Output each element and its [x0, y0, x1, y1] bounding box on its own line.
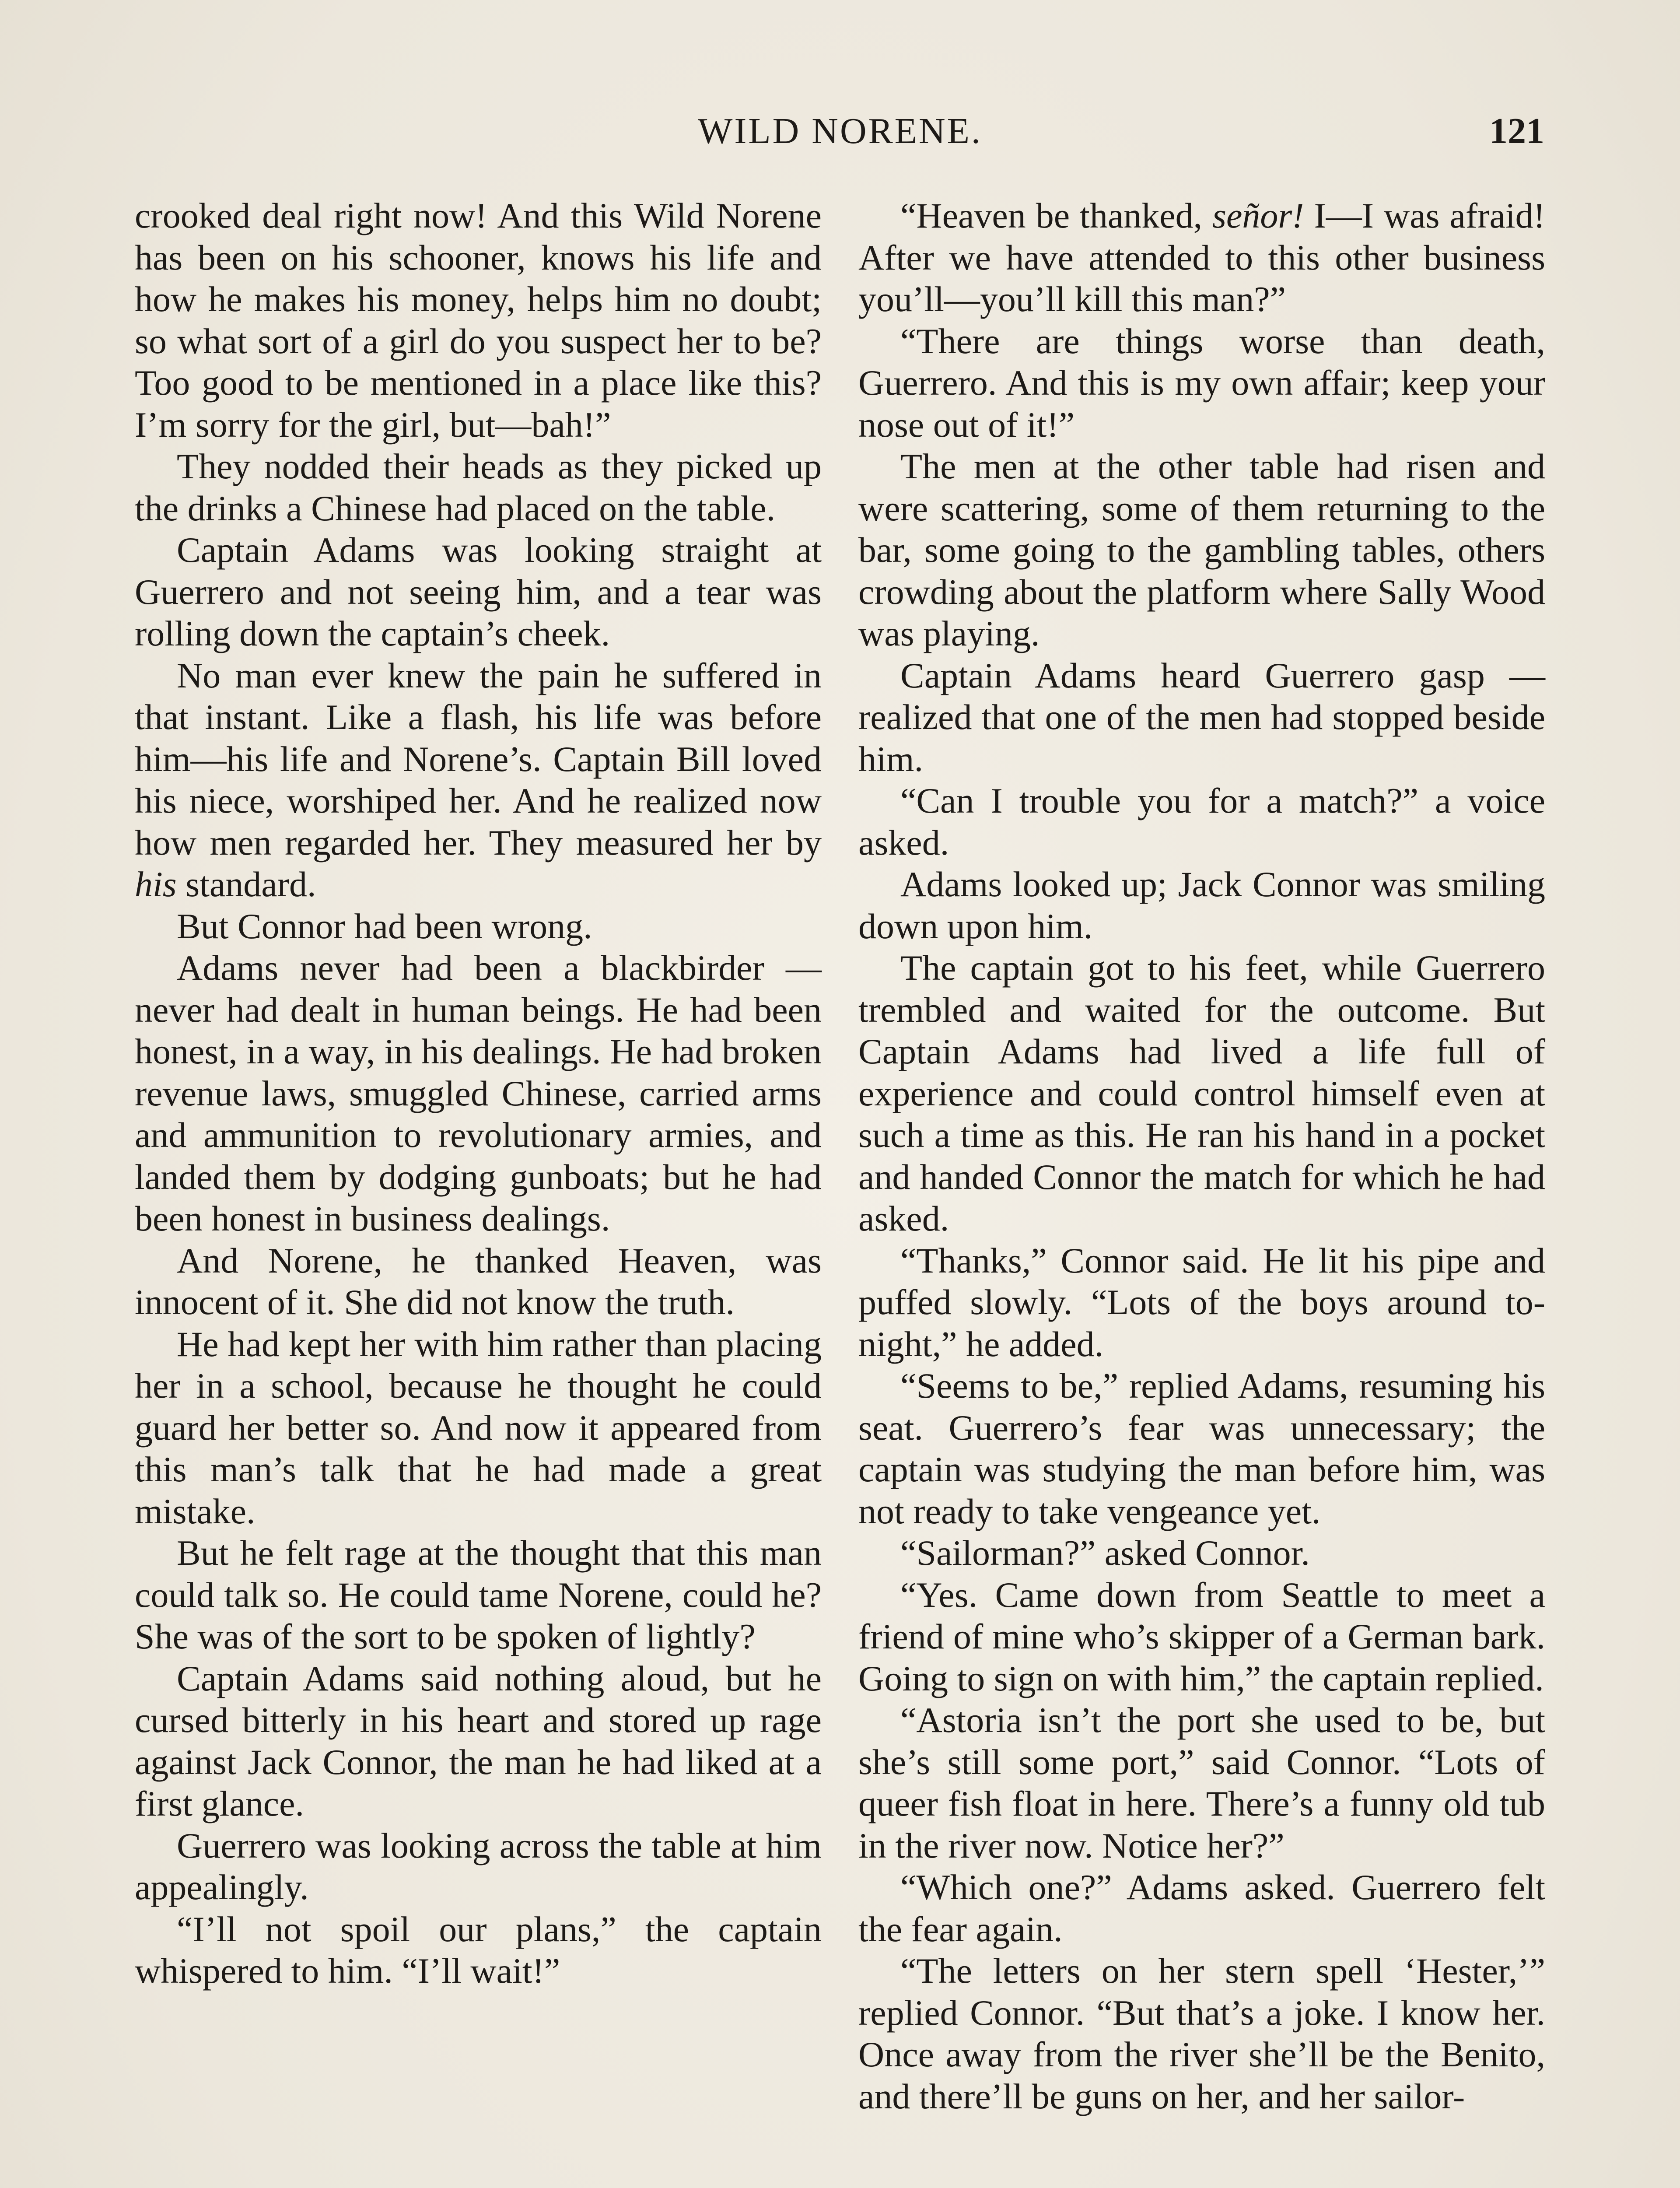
- paragraph-text: “Heaven be thanked,: [900, 196, 1213, 235]
- left-column: [135, 195, 822, 1992]
- paragraph: Adams never had been a blackbirder —never had dealt in human beings. He had been honest, in a way, in his dealings. He had broken revenue laws, smuggled Chinese, carried arms and ammunition to revolutionary armies, and landed them by dodging gunboats; but he had been honest in business dealings.: [135, 948, 822, 1238]
- paragraph: [135, 655, 822, 905]
- paragraph: Captain Adams was looking straight at Guerrero and not seeing him, and a tear was rolling down the captain’s cheek.: [135, 530, 822, 653]
- paragraph: “The letters on her stern spell ‘Hester,’” replied Connor. “But that’s a joke. I know her. Once away from the river she’ll be the Benito, and there’ll be guns on her, and her sailor-: [858, 1951, 1545, 2116]
- paragraph: They nodded their heads as they picked up the drinks a Chinese had placed on the table.: [135, 446, 822, 528]
- paragraph: “Sailorman?” asked Connor.: [900, 1533, 1310, 1573]
- paragraph-text: I—I was afraid! After we have attended to this other business you’ll—you’ll kill this man?”: [858, 196, 1545, 319]
- paragraph: And Norene, he thanked Heaven, was innocent of it. She did not know the truth.: [135, 1240, 822, 1322]
- paragraph-text: standard.: [176, 864, 316, 904]
- paragraph: “I’ll not spoil our plans,” the captain whispered to him. “I’ll wait!”: [135, 1909, 822, 1991]
- paragraph: He had kept her with him rather than placing her in a school, because he thought he could guard her better so. And now it appeared from this man’s talk that he had made a great mistake.: [135, 1324, 822, 1531]
- emphasis-text: señor!: [1212, 196, 1304, 235]
- paragraph-text: No man ever knew the pain he suffered in that instant. Like a flash, his life was before him—his life and Norene’s. Captain Bill loved his niece, worshiped her. And he realized now how men regarded her. They measured her by: [135, 655, 822, 863]
- paragraph: “Which one?” Adams asked. Guerrero felt the fear again.: [858, 1867, 1545, 1949]
- running-head-title: WILD NORENE.: [698, 111, 982, 151]
- paragraph: The men at the other table had risen and were scattering, some of them returning to the bar, some going to the gambling tables, others crowding about the platform where Sally Wood was playing.: [858, 446, 1545, 653]
- paragraph: crooked deal right now! And this Wild Norene has been on his schooner, knows his life and how he makes his money, helps him no doubt; so what sort of a girl do you suspect her to be? Too good to be mentioned in a place like this? I’m sorry for the girl, but—bah!”: [135, 196, 822, 445]
- page-number: 121: [1489, 111, 1544, 151]
- paragraph: The captain got to his feet, while Guerrero trembled and waited for the outcome. But Captain Adams had lived a life full of experience and could control himself even at such a time as this. He ran his hand in a pocket and handed Connor the match for which he had asked.: [858, 948, 1545, 1238]
- emphasis-text: his: [135, 864, 177, 904]
- paragraph: [858, 195, 1545, 320]
- paragraph: Captain Adams said nothing aloud, but he cursed bitterly in his heart and stored up rage against Jack Connor, the man he had liked at a first glance.: [135, 1658, 822, 1823]
- paragraph: Adams looked up; Jack Connor was smiling down upon him.: [858, 864, 1545, 946]
- paragraph: But Connor had been wrong.: [177, 906, 592, 946]
- paragraph: “There are things worse than death, Guerrero. And this is my own affair; keep your nose out of it!”: [858, 321, 1545, 445]
- paragraph: But he felt rage at the thought that this man could talk so. He could tame Norene, could he? She was of the sort to be spoken of lightly?: [135, 1533, 822, 1656]
- paragraph: Captain Adams heard Guerrero gasp —realized that one of the men had stopped beside him.: [858, 655, 1545, 779]
- paragraph: “Astoria isn’t the port she used to be, but she’s still some port,” said Connor. “Lots of queer fish float in here. There’s a funny old tub in the river now. Notice her?”: [858, 1700, 1545, 1865]
- paragraph: Guerrero was looking across the table at him appealingly.: [135, 1825, 822, 1907]
- paragraph: “Thanks,” Connor said. He lit his pipe and puffed slowly. “Lots of the boys around to-night,” he added.: [858, 1240, 1545, 1364]
- paragraph: “Can I trouble you for a match?” a voice asked.: [858, 781, 1545, 863]
- paragraph: “Seems to be,” replied Adams, resuming his seat. Guerrero’s fear was unnecessary; the captain was studying the man before him, was not ready to take vengeance yet.: [858, 1366, 1545, 1531]
- right-column: [858, 195, 1545, 2117]
- paragraph: “Yes. Came down from Seattle to meet a friend of mine who’s skipper of a German bark. Going to sign on with him,” the captain replied.: [858, 1574, 1545, 1698]
